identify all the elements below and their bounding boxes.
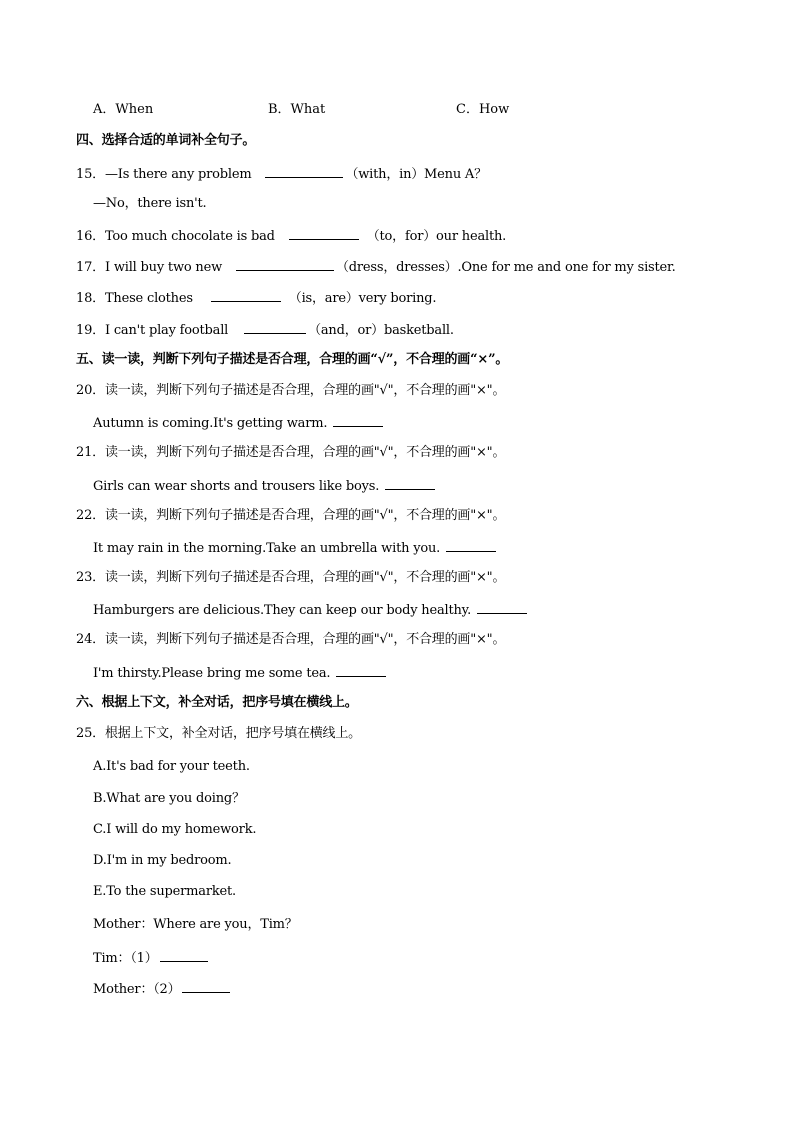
question-instruction: 读一读，判断下列句子描述是否合理，合理的画"√"，不合理的画"×"。 <box>104 632 506 647</box>
question-17 <box>76 258 676 276</box>
question-instruction: 读一读，判断下列句子描述是否合理，合理的画"√"，不合理的画"×"。 <box>104 445 506 460</box>
question-text: I can't play football <box>104 323 229 338</box>
dialogue-line-3 <box>93 980 230 998</box>
question-text: I will buy two new <box>104 260 223 275</box>
question-number: 19． <box>76 323 105 338</box>
answer-blank[interactable] <box>477 601 527 614</box>
question-15-reply: —No，there isn't. <box>93 196 207 211</box>
question-number: 18． <box>76 291 105 306</box>
question-number: 24． <box>76 632 105 647</box>
answer-blank[interactable] <box>160 949 208 962</box>
choice-d: D.I'm in my bedroom. <box>93 853 232 868</box>
answer-blank[interactable] <box>182 980 230 993</box>
option-c: C．How <box>456 102 510 117</box>
question-24-instruction <box>76 632 505 648</box>
question-21-instruction <box>76 445 505 461</box>
question-text-after: （and，or）basketball. <box>308 323 454 338</box>
question-instruction: 读一读，判断下列句子描述是否合理，合理的画"√"，不合理的画"×"。 <box>104 570 506 585</box>
question-18 <box>76 289 436 307</box>
choice-e: E.To the supermarket. <box>93 884 236 899</box>
question-instruction: 读一读，判断下列句子描述是否合理，合理的画"√"，不合理的画"×"。 <box>104 383 506 398</box>
answer-blank[interactable] <box>446 539 496 552</box>
section-6-title: 六、根据上下文，补全对话，把序号填在横线上。 <box>76 695 358 710</box>
question-text-after: （is，are）very boring. <box>288 291 437 306</box>
answer-blank[interactable] <box>236 258 334 271</box>
question-23-instruction <box>76 570 505 586</box>
question-22-sentence <box>93 539 496 557</box>
question-22-instruction <box>76 508 505 524</box>
question-number: 15． <box>76 167 105 182</box>
sentence-text: It may rain in the morning.Take an umbrella with you. <box>93 541 441 556</box>
choice-b: B.What are you doing？ <box>93 791 245 806</box>
option-a: A．When <box>93 102 154 117</box>
dialogue-line-1: Mother：Where are you，Tim？ <box>93 917 298 932</box>
question-number: 21． <box>76 445 105 460</box>
question-instruction: 根据上下文，补全对话，把序号填在横线上。 <box>104 726 361 741</box>
question-text: Too much chocolate is bad <box>104 229 275 244</box>
dialogue-text: Tim：（1） <box>93 951 158 966</box>
answer-blank[interactable] <box>336 664 386 677</box>
answer-blank[interactable] <box>265 165 343 178</box>
question-15 <box>76 165 487 183</box>
choice-a: A.It's bad for your teeth. <box>93 759 250 774</box>
answer-blank[interactable] <box>333 414 383 427</box>
sentence-text: Girls can wear shorts and trousers like boys. <box>93 479 380 494</box>
dialogue-text: Mother：（2） <box>93 982 181 997</box>
answer-blank[interactable] <box>211 289 281 302</box>
question-number: 20． <box>76 383 105 398</box>
question-number: 25． <box>76 726 105 741</box>
question-20-sentence <box>93 414 383 432</box>
section-4-title: 四、选择合适的单词补全句子。 <box>76 133 256 148</box>
question-number: 17． <box>76 260 105 275</box>
question-21-sentence <box>93 477 435 495</box>
question-text: These clothes <box>104 291 193 306</box>
question-number: 16． <box>76 229 105 244</box>
question-19 <box>76 321 454 339</box>
sentence-text: I'm thirsty.Please bring me some tea. <box>93 666 331 681</box>
option-b: B．What <box>268 102 326 117</box>
sentence-text: Hamburgers are delicious.They can keep our body healthy. <box>93 603 472 618</box>
sentence-text: Autumn is coming.It's getting warm. <box>93 416 328 431</box>
section-5-title: 五、读一读，判断下列句子描述是否合理，合理的画“√”，不合理的画“×”。 <box>76 352 509 367</box>
choice-c: C.I will do my homework. <box>93 822 257 837</box>
question-23-sentence <box>93 601 527 619</box>
question-text-after: （dress，dresses）.One for me and one for my sister. <box>335 260 676 275</box>
question-instruction: 读一读，判断下列句子描述是否合理，合理的画"√"，不合理的画"×"。 <box>104 508 506 523</box>
question-number: 22． <box>76 508 105 523</box>
question-25-instruction <box>76 726 361 742</box>
dialogue-line-2 <box>93 949 208 967</box>
question-24-sentence <box>93 664 386 682</box>
answer-blank[interactable] <box>289 227 359 240</box>
question-text-after: （with，in）Menu A？ <box>345 167 487 182</box>
question-text-after: （to，for）our health. <box>366 229 507 244</box>
question-number: 23． <box>76 570 105 585</box>
question-16 <box>76 227 506 245</box>
question-text: —Is there any problem <box>104 167 252 182</box>
answer-blank[interactable] <box>385 477 435 490</box>
question-20-instruction <box>76 383 505 399</box>
answer-blank[interactable] <box>244 321 306 334</box>
